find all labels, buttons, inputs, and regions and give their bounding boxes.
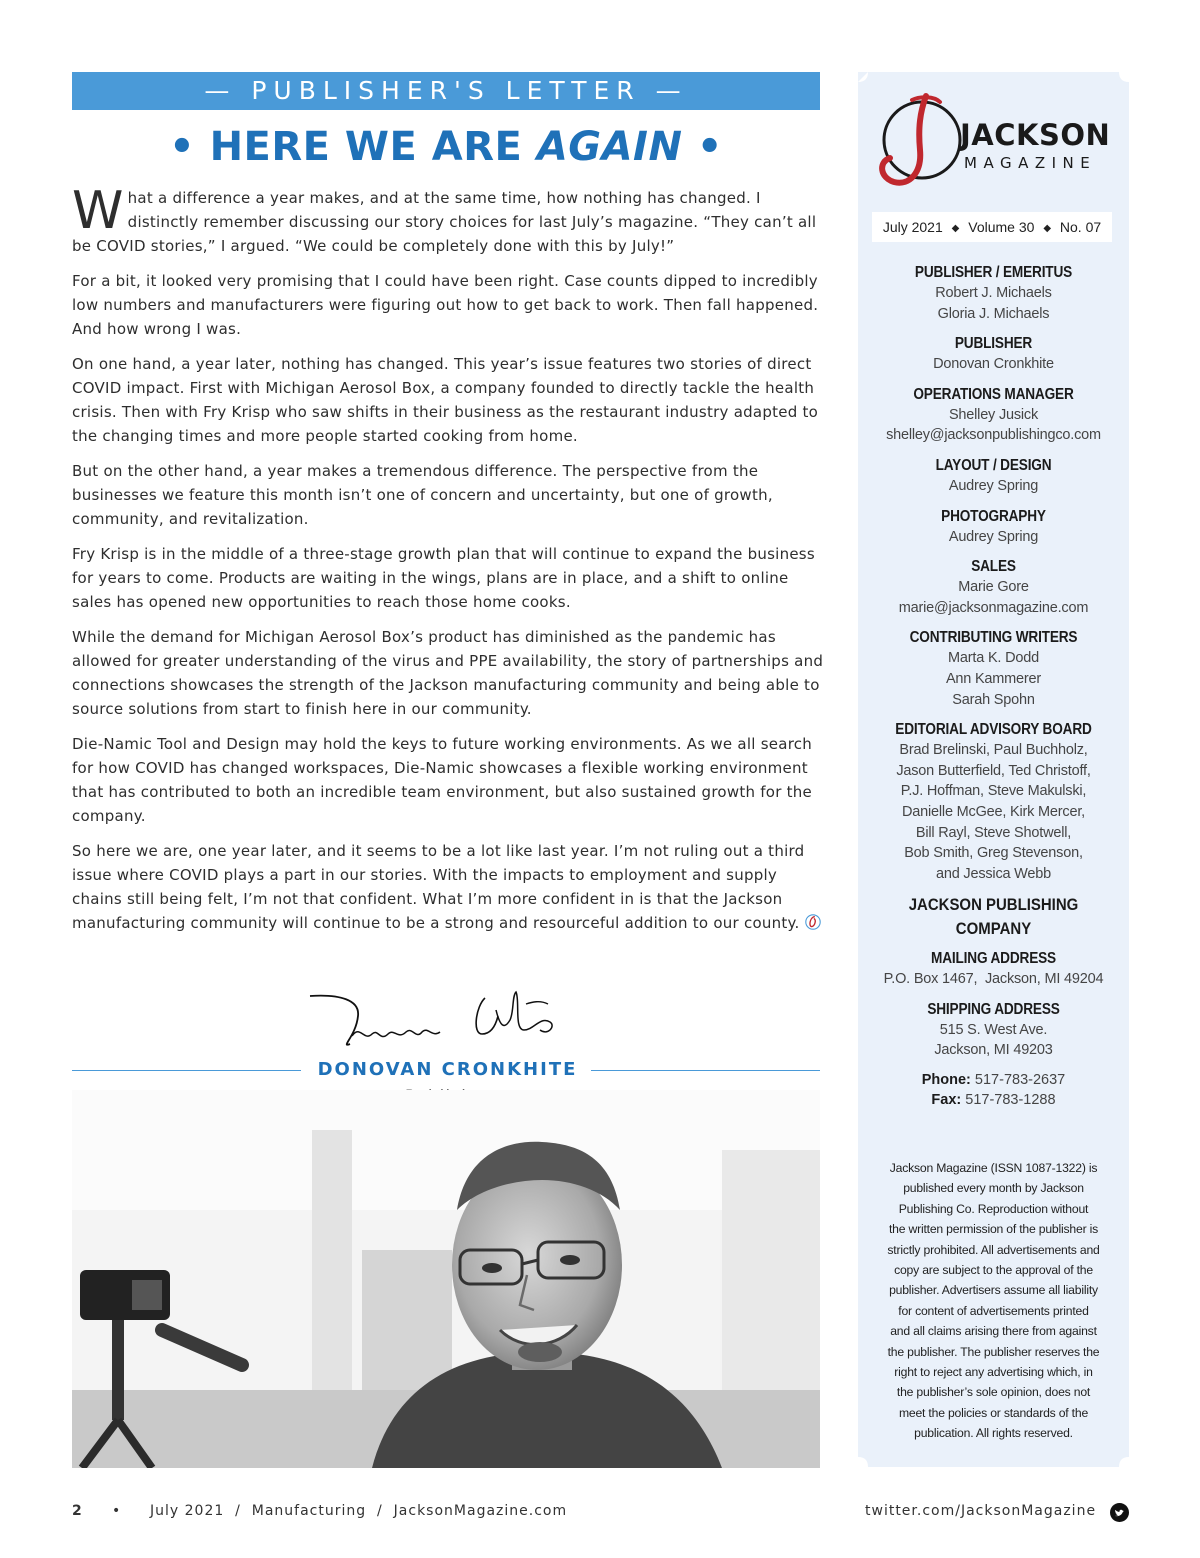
section-heading: SHIPPING ADDRESS bbox=[927, 1000, 1060, 1018]
fax-label: Fax: bbox=[931, 1092, 962, 1109]
section-shipping-address bbox=[858, 999, 1129, 1061]
staff-name: Marta K. Dodd bbox=[948, 650, 1039, 667]
section-photography bbox=[858, 506, 1129, 548]
jackson-magazine-logo bbox=[876, 92, 1116, 192]
section-heading: PUBLISHER / EMERITUS bbox=[914, 264, 1073, 281]
author-name: DONOVAN CRONKHITE bbox=[317, 1059, 578, 1080]
staff-name: Robert J. Michaels bbox=[935, 285, 1052, 301]
article-body bbox=[72, 181, 828, 946]
legal-notice bbox=[870, 1158, 1117, 1444]
publisher-photo bbox=[72, 1090, 820, 1468]
address-line: 515 S. West Ave. bbox=[939, 1021, 1048, 1038]
legal-line: publisher. Advertisers assume all liability bbox=[889, 1283, 1098, 1298]
masthead-sidebar bbox=[858, 72, 1129, 1467]
staff-email[interactable]: shelley@jacksonpublishingco.com bbox=[886, 427, 1101, 444]
staff-name: Donovan Cronkhite bbox=[933, 356, 1054, 373]
legal-line: the publisher’s sole opinion, does not bbox=[896, 1385, 1091, 1400]
section-heading: PHOTOGRAPHY bbox=[941, 507, 1046, 525]
legal-line: for content of advertisements printed bbox=[898, 1303, 1089, 1318]
paragraph-6: While the demand for Michigan Aerosol Box’s product has diminished as the pandemic has allowed for greater understanding of the virus and PPE availability, the story of partnerships and connections showcases the strength of the Jackson manufacturing community and being able to source solutions from start to finish here in our community. bbox=[72, 628, 824, 718]
staff-name: Audrey Spring bbox=[948, 477, 1039, 494]
phone-number[interactable]: 517-783-2637 bbox=[974, 1072, 1066, 1089]
section-heading: CONTRIBUTING WRITERS bbox=[909, 629, 1078, 647]
legal-line: published every month by Jackson bbox=[903, 1181, 1084, 1196]
legal-line: meet the policies or standards of the bbox=[898, 1405, 1089, 1420]
company-name: JACKSON PUBLISHING COMPANY bbox=[908, 895, 1079, 939]
staff-name: Danielle McGee, Kirk Mercer, bbox=[902, 803, 1085, 820]
address-line: P.O. Box 1467, Jackson, MI 49204 bbox=[883, 971, 1104, 988]
headline-text: HERE WE ARE bbox=[209, 124, 537, 170]
footer-page-number: 2 bbox=[72, 1503, 83, 1519]
paragraph-5: Fry Krisp is in the middle of a three-stage growth plan that will continue to expand the business for years to come. Products are waiting in the wings, plans are in place, and a shift to online sales has opened new opportunities to reach those home cooks. bbox=[72, 545, 815, 611]
section-heading: MAILING ADDRESS bbox=[931, 950, 1056, 968]
staff-name: Brad Brelinski, Paul Buchholz, bbox=[899, 742, 1088, 759]
issue-date: July 2021 bbox=[882, 219, 943, 235]
staff-name: Bill Rayl, Steve Shotwell, bbox=[915, 824, 1072, 841]
staff-name: Sarah Spohn bbox=[952, 691, 1035, 708]
legal-line: and all claims arising there from against bbox=[890, 1324, 1097, 1339]
footer-info: July 2021 / Manufacturing / JacksonMagazine.com bbox=[150, 1503, 568, 1519]
address-line: Jackson, MI 49203 bbox=[934, 1042, 1053, 1059]
section-operations-manager bbox=[858, 384, 1129, 446]
section-heading: EDITORIAL ADVISORY BOARD bbox=[895, 721, 1092, 739]
staff-name: Bob Smith, Greg Stevenson, bbox=[904, 845, 1083, 862]
legal-line: strictly prohibited. All advertisements and bbox=[887, 1242, 1100, 1257]
section-publisher bbox=[858, 333, 1129, 375]
fax-line bbox=[858, 1090, 1129, 1110]
paragraph-8-text: So here we are, one year later, and it seems to be a lot like last year. I’m not ruling out a third issue where COVID plays a part in our stories. With the impacts to employment and supply chains still being felt, I’m not that confident. What I’m more confident in is that the Jackson manufacturing community will continue to be a strong and resourceful addition to our county. bbox=[72, 842, 805, 932]
article-headline bbox=[72, 124, 820, 170]
paragraph-4: But on the other hand, a year makes a tremendous difference. The perspective from the businesses we feature this month isn’t one of concern and uncertainty, but one of growth, community, and revitalization. bbox=[72, 462, 773, 528]
legal-line: publication. All rights reserved. bbox=[914, 1426, 1073, 1441]
section-mailing-address bbox=[858, 948, 1129, 990]
footer-twitter-link[interactable]: twitter.com/JacksonMagazine bbox=[865, 1503, 1097, 1519]
section-heading: LAYOUT / DESIGN bbox=[935, 456, 1052, 474]
logo-j-monogram-icon bbox=[876, 92, 962, 192]
section-sales bbox=[858, 556, 1129, 618]
section-banner: — PUBLISHER'S LETTER — bbox=[72, 72, 820, 110]
staff-name: Gloria J. Michaels bbox=[937, 305, 1050, 322]
staff-name: P.J. Hoffman, Steve Makulski, bbox=[900, 783, 1087, 800]
handwritten-signature bbox=[300, 986, 590, 1056]
staff-name: Audrey Spring bbox=[948, 528, 1039, 545]
signature-rule-right bbox=[591, 1070, 820, 1071]
legal-line: copy are subject to the approval of the bbox=[894, 1263, 1093, 1278]
issue-volume: Volume 30 bbox=[968, 219, 1035, 235]
twitter-bird-icon[interactable] bbox=[1110, 1503, 1129, 1522]
section-layout-design bbox=[858, 455, 1129, 497]
section-heading: PUBLISHER bbox=[954, 335, 1033, 353]
section-contributing-writers bbox=[858, 627, 1129, 710]
logo-name: JACKSON bbox=[960, 118, 1111, 152]
staff-name: and Jessica Webb bbox=[935, 865, 1052, 882]
fax-number: 517-783-1288 bbox=[965, 1092, 1056, 1109]
section-publisher-emeritus bbox=[858, 262, 1129, 324]
issue-info-box bbox=[872, 212, 1112, 242]
paragraph-2: For a bit, it looked very promising that I could have been right. Case counts dipped to incredibly low numbers and manufacturers were figuring out how to get back to work. Then fall happened. And how wrong I was. bbox=[72, 272, 819, 338]
drop-cap: W bbox=[72, 181, 124, 241]
staff-name: Ann Kammerer bbox=[945, 670, 1042, 687]
end-mark-icon bbox=[804, 913, 822, 931]
headline-bullet-right: • bbox=[696, 124, 723, 170]
legal-line: right to reject any advertising which, in bbox=[894, 1365, 1093, 1380]
publisher-photo-illustration bbox=[72, 1090, 820, 1468]
section-heading: OPERATIONS MANAGER bbox=[913, 385, 1074, 403]
diamond-separator-icon: ◆ bbox=[1043, 223, 1052, 234]
legal-line: the written permission of the publisher is bbox=[888, 1222, 1099, 1237]
phone-line bbox=[858, 1070, 1129, 1090]
staff-listing bbox=[858, 262, 1129, 1110]
legal-line: the publisher. The publisher reserves the bbox=[887, 1344, 1100, 1359]
paragraph-1 bbox=[72, 181, 828, 258]
headline-emphasis: AGAIN bbox=[536, 124, 683, 170]
paragraph-7: Die-Namic Tool and Design may hold the keys to future working environments. As we all search for how COVID has changed workspaces, Die-Namic showcases a flexible working environment that has contributed to both an incredible team environment, but also sustained growth for the company. bbox=[72, 735, 813, 825]
issue-number: No. 07 bbox=[1059, 219, 1102, 235]
paragraph-1-text: hat a difference a year makes, and at the same time, how nothing has changed. I distinctly remember discussing our story choices for last July’s magazine. “They can’t all be COVID stories,” I argued. “We could be completely done with this by July!” bbox=[72, 189, 817, 255]
signature-rule-left bbox=[72, 1070, 301, 1071]
diamond-separator-icon: ◆ bbox=[951, 223, 960, 234]
staff-name: Marie Gore bbox=[958, 579, 1029, 596]
paragraph-3: On one hand, a year later, nothing has changed. This year’s issue features two stories of direct COVID impact. First with Michigan Aerosol Box, a company founded to directly tackle the health crisis. Then with Fry Krisp who saw shifts in their business as the restaurant industry adapted to the changing times and more people started cooking from home. bbox=[72, 355, 819, 445]
legal-line: Publishing Co. Reproduction without bbox=[898, 1201, 1089, 1216]
section-editorial-advisory-board bbox=[858, 719, 1129, 884]
footer-bullet: • bbox=[112, 1503, 122, 1519]
headline-bullet-left: • bbox=[169, 124, 196, 170]
section-heading: SALES bbox=[971, 558, 1016, 576]
paragraph-8 bbox=[72, 839, 828, 935]
staff-name: Shelley Jusick bbox=[948, 406, 1039, 423]
staff-name: Jason Butterfield, Ted Christoff, bbox=[896, 762, 1091, 779]
logo-subtitle: MAGAZINE bbox=[964, 154, 1097, 172]
legal-line: Jackson Magazine (ISSN 1087-1322) is bbox=[889, 1161, 1098, 1175]
phone-label: Phone: bbox=[921, 1072, 971, 1089]
staff-email[interactable]: marie@jacksonmagazine.com bbox=[898, 599, 1089, 616]
